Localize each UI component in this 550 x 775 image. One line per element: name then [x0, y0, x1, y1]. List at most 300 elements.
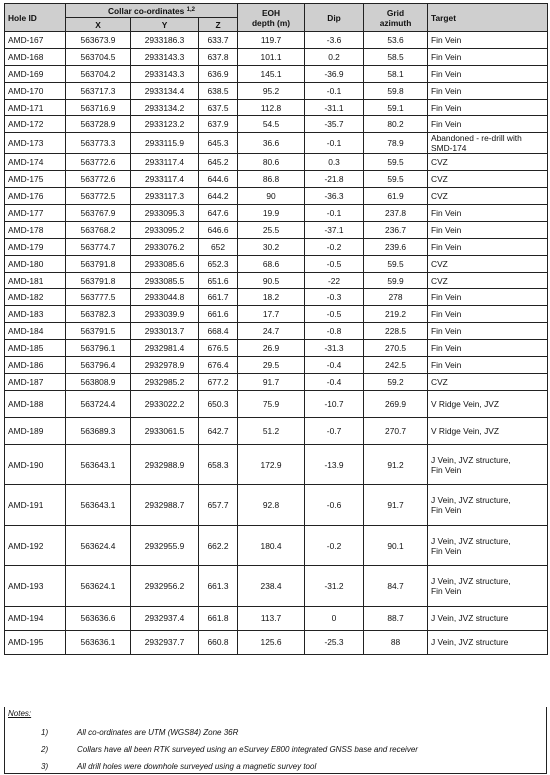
cell-y: 2932956.2 [131, 566, 199, 607]
cell-target-line: J Vein, JVZ structure, [431, 576, 511, 587]
note-text: All co-ordinates are UTM (WGS84) Zone 36R [77, 728, 239, 737]
cell-grid-azimuth: 228.5 [364, 323, 428, 340]
cell-target [428, 82, 548, 99]
cell-target [428, 485, 548, 526]
cell-eoh-depth: 92.8 [238, 485, 305, 526]
header-eoh-line1: EOH [261, 7, 281, 18]
cell-z: 642.7 [199, 417, 238, 444]
cell-z: 637.8 [199, 48, 238, 65]
cell-target [428, 417, 548, 444]
cell-grid-azimuth: 53.6 [364, 32, 428, 49]
cell-target-line: Fin Vein [431, 505, 462, 516]
cell-target [428, 289, 548, 306]
cell-x: 563717.3 [66, 82, 131, 99]
header-z: Z [199, 18, 238, 32]
cell-z: 661.8 [199, 606, 238, 630]
cell-target-line: Fin Vein [431, 343, 462, 354]
cell-x: 563768.2 [66, 221, 131, 238]
cell-target [428, 188, 548, 205]
cell-grid-azimuth: 59.5 [364, 255, 428, 272]
table-row [5, 116, 548, 133]
header-collar-coordinates [66, 4, 238, 18]
table-row [5, 485, 548, 526]
note-number: 2) [41, 745, 49, 754]
cell-hole-id: AMD-191 [5, 485, 66, 526]
cell-hole-id: AMD-175 [5, 171, 66, 188]
cell-eoh-depth: 17.7 [238, 306, 305, 323]
cell-dip: -0.6 [305, 485, 364, 526]
table-row [5, 373, 548, 390]
table-row [5, 390, 548, 417]
cell-z: 677.2 [199, 373, 238, 390]
header-hole-id: Hole ID [5, 4, 66, 32]
cell-x: 563791.5 [66, 323, 131, 340]
cell-eoh-depth: 30.2 [238, 238, 305, 255]
cell-eoh-depth: 24.7 [238, 323, 305, 340]
cell-target [428, 373, 548, 390]
cell-target [428, 444, 548, 485]
cell-y: 2933134.4 [131, 82, 199, 99]
cell-x: 563767.9 [66, 205, 131, 222]
cell-eoh-depth: 101.1 [238, 48, 305, 65]
cell-target [428, 99, 548, 116]
cell-target-line: Fin Vein [431, 207, 462, 218]
cell-x: 563772.6 [66, 154, 131, 171]
cell-y: 2933143.3 [131, 48, 199, 65]
cell-x: 563772.6 [66, 171, 131, 188]
cell-grid-azimuth: 237.8 [364, 205, 428, 222]
cell-x: 563624.4 [66, 525, 131, 566]
cell-dip: -0.3 [305, 289, 364, 306]
cell-dip: -25.3 [305, 630, 364, 654]
cell-eoh-depth: 95.2 [238, 82, 305, 99]
cell-eoh-depth: 180.4 [238, 525, 305, 566]
cell-x: 563774.7 [66, 238, 131, 255]
cell-hole-id: AMD-171 [5, 99, 66, 116]
cell-dip: -37.1 [305, 221, 364, 238]
cell-y: 2932988.9 [131, 444, 199, 485]
cell-target-line: CVZ [431, 258, 448, 269]
cell-target [428, 221, 548, 238]
cell-x: 563716.9 [66, 99, 131, 116]
cell-hole-id: AMD-167 [5, 32, 66, 49]
cell-hole-id: AMD-179 [5, 238, 66, 255]
cell-dip: -0.1 [305, 82, 364, 99]
cell-eoh-depth: 86.8 [238, 171, 305, 188]
cell-eoh-depth: 145.1 [238, 65, 305, 82]
cell-x: 563704.5 [66, 48, 131, 65]
notes-section [4, 707, 547, 774]
cell-x: 563777.5 [66, 289, 131, 306]
cell-target [428, 630, 548, 654]
cell-x: 563624.1 [66, 566, 131, 607]
cell-z: 646.6 [199, 221, 238, 238]
cell-y: 2933085.5 [131, 272, 199, 289]
cell-target [428, 48, 548, 65]
cell-hole-id: AMD-182 [5, 289, 66, 306]
table-row [5, 357, 548, 374]
cell-target-line: Fin Vein [431, 85, 462, 96]
cell-y: 2932937.4 [131, 606, 199, 630]
cell-z: 661.3 [199, 566, 238, 607]
cell-dip: -35.7 [305, 116, 364, 133]
cell-y: 2933117.4 [131, 154, 199, 171]
cell-x: 563643.1 [66, 444, 131, 485]
cell-target [428, 205, 548, 222]
cell-y: 2933022.2 [131, 390, 199, 417]
cell-hole-id: AMD-176 [5, 188, 66, 205]
cell-eoh-depth: 51.2 [238, 417, 305, 444]
cell-y: 2932937.7 [131, 630, 199, 654]
cell-target [428, 32, 548, 49]
cell-target [428, 606, 548, 630]
cell-grid-azimuth: 84.7 [364, 566, 428, 607]
cell-z: 658.3 [199, 444, 238, 485]
cell-eoh-depth: 29.5 [238, 357, 305, 374]
cell-dip: -31.1 [305, 99, 364, 116]
cell-target-line: SMD-174 [431, 143, 467, 154]
cell-target [428, 65, 548, 82]
cell-hole-id: AMD-187 [5, 373, 66, 390]
note-text: Collars have all been RTK surveyed using an eSurvey E800 integrated GNSS base and receiver [77, 745, 418, 754]
table-body [5, 32, 548, 655]
cell-target-line: J Vein, JVZ structure [431, 613, 509, 624]
cell-target [428, 525, 548, 566]
cell-y: 2933085.6 [131, 255, 199, 272]
cell-x: 563636.1 [66, 630, 131, 654]
cell-hole-id: AMD-172 [5, 116, 66, 133]
cell-dip: -0.4 [305, 357, 364, 374]
cell-target-line: Fin Vein [431, 34, 462, 45]
cell-x: 563782.3 [66, 306, 131, 323]
cell-target-line: CVZ [431, 376, 448, 387]
cell-eoh-depth: 125.6 [238, 630, 305, 654]
cell-target-line: Fin Vein [431, 224, 462, 235]
cell-y: 2932985.2 [131, 373, 199, 390]
table-row [5, 606, 548, 630]
cell-eoh-depth: 238.4 [238, 566, 305, 607]
cell-target [428, 272, 548, 289]
cell-z: 661.6 [199, 306, 238, 323]
table-row [5, 272, 548, 289]
cell-target [428, 116, 548, 133]
cell-z: 633.7 [199, 32, 238, 49]
cell-x: 563704.2 [66, 65, 131, 82]
table-row [5, 306, 548, 323]
cell-z: 661.7 [199, 289, 238, 306]
cell-hole-id: AMD-195 [5, 630, 66, 654]
cell-x: 563673.9 [66, 32, 131, 49]
cell-dip: -0.1 [305, 133, 364, 154]
cell-y: 2933076.2 [131, 238, 199, 255]
cell-target-line: Fin Vein [431, 68, 462, 79]
cell-target [428, 390, 548, 417]
cell-hole-id: AMD-170 [5, 82, 66, 99]
note-number: 1) [41, 728, 49, 737]
cell-x: 563796.4 [66, 357, 131, 374]
header-eoh-line2: depth (m) [251, 17, 291, 28]
cell-hole-id: AMD-192 [5, 525, 66, 566]
cell-target-line: Abandoned - re-drill with [431, 133, 522, 144]
cell-target [428, 255, 548, 272]
cell-target [428, 154, 548, 171]
cell-target [428, 340, 548, 357]
cell-target-line: Fin Vein [431, 51, 462, 62]
table-row [5, 154, 548, 171]
header-collar-superscript: 1,2 [186, 6, 195, 13]
cell-target-line: Fin Vein [431, 309, 462, 320]
cell-dip: -31.2 [305, 566, 364, 607]
cell-y: 2932988.7 [131, 485, 199, 526]
cell-grid-azimuth: 219.2 [364, 306, 428, 323]
cell-hole-id: AMD-177 [5, 205, 66, 222]
cell-target-line: Fin Vein [431, 102, 462, 113]
cell-target-line: J Vein, JVZ structure [431, 637, 509, 648]
note-text: All drill holes were downhole surveyed using a magnetic survey tool [77, 762, 317, 771]
cell-y: 2933123.2 [131, 116, 199, 133]
cell-target-line: J Vein, JVZ structure, [431, 495, 511, 506]
cell-dip: -31.3 [305, 340, 364, 357]
cell-dip: -13.9 [305, 444, 364, 485]
cell-grid-azimuth: 58.1 [364, 65, 428, 82]
cell-hole-id: AMD-181 [5, 272, 66, 289]
cell-dip: -0.5 [305, 255, 364, 272]
drill-collar-table-document [4, 3, 547, 655]
cell-eoh-depth: 25.5 [238, 221, 305, 238]
cell-eoh-depth: 68.6 [238, 255, 305, 272]
cell-grid-azimuth: 59.2 [364, 373, 428, 390]
cell-grid-azimuth: 91.7 [364, 485, 428, 526]
cell-y: 2933044.8 [131, 289, 199, 306]
cell-target-line: V Ridge Vein, JVZ [431, 425, 499, 436]
cell-eoh-depth: 19.9 [238, 205, 305, 222]
cell-grid-azimuth: 269.9 [364, 390, 428, 417]
table-header [5, 4, 548, 32]
cell-z: 647.6 [199, 205, 238, 222]
cell-eoh-depth: 18.2 [238, 289, 305, 306]
header-target: Target [428, 4, 548, 32]
cell-x: 563689.3 [66, 417, 131, 444]
cell-target-line: J Vein, JVZ structure, [431, 454, 511, 465]
cell-target [428, 171, 548, 188]
cell-hole-id: AMD-190 [5, 444, 66, 485]
cell-hole-id: AMD-180 [5, 255, 66, 272]
table-row [5, 238, 548, 255]
cell-grid-azimuth: 88.7 [364, 606, 428, 630]
header-eoh-depth [238, 4, 305, 32]
cell-hole-id: AMD-184 [5, 323, 66, 340]
cell-grid-azimuth: 59.9 [364, 272, 428, 289]
cell-grid-azimuth: 270.7 [364, 417, 428, 444]
cell-eoh-depth: 36.6 [238, 133, 305, 154]
cell-dip: -0.7 [305, 417, 364, 444]
cell-dip: -0.2 [305, 525, 364, 566]
cell-z: 650.3 [199, 390, 238, 417]
cell-x: 563773.3 [66, 133, 131, 154]
cell-x: 563728.9 [66, 116, 131, 133]
cell-eoh-depth: 91.7 [238, 373, 305, 390]
cell-z: 668.4 [199, 323, 238, 340]
cell-y: 2933095.3 [131, 205, 199, 222]
cell-z: 657.7 [199, 485, 238, 526]
cell-z: 645.3 [199, 133, 238, 154]
cell-z: 652 [199, 238, 238, 255]
cell-target-line: Fin Vein [431, 241, 462, 252]
header-x: X [66, 18, 131, 32]
table-row [5, 417, 548, 444]
cell-z: 660.8 [199, 630, 238, 654]
cell-hole-id: AMD-193 [5, 566, 66, 607]
header-y: Y [131, 18, 199, 32]
cell-y: 2933134.2 [131, 99, 199, 116]
cell-dip: 0 [305, 606, 364, 630]
cell-grid-azimuth: 59.1 [364, 99, 428, 116]
cell-z: 662.2 [199, 525, 238, 566]
cell-eoh-depth: 119.7 [238, 32, 305, 49]
cell-hole-id: AMD-183 [5, 306, 66, 323]
cell-target-line: Fin Vein [431, 586, 462, 597]
cell-y: 2933039.9 [131, 306, 199, 323]
cell-x: 563724.4 [66, 390, 131, 417]
cell-grid-azimuth: 242.5 [364, 357, 428, 374]
cell-z: 645.2 [199, 154, 238, 171]
cell-z: 636.9 [199, 65, 238, 82]
cell-target-line: Fin Vein [431, 359, 462, 370]
cell-x: 563643.1 [66, 485, 131, 526]
cell-z: 644.2 [199, 188, 238, 205]
header-grid-line1: Grid [386, 7, 405, 18]
table-row [5, 566, 548, 607]
cell-y: 2933115.9 [131, 133, 199, 154]
cell-hole-id: AMD-178 [5, 221, 66, 238]
cell-target [428, 357, 548, 374]
cell-dip: -10.7 [305, 390, 364, 417]
table-row [5, 255, 548, 272]
table-row [5, 133, 548, 154]
cell-eoh-depth: 113.7 [238, 606, 305, 630]
cell-z: 644.6 [199, 171, 238, 188]
cell-z: 638.5 [199, 82, 238, 99]
cell-eoh-depth: 90.5 [238, 272, 305, 289]
cell-hole-id: AMD-185 [5, 340, 66, 357]
cell-hole-id: AMD-186 [5, 357, 66, 374]
cell-target-line: Fin Vein [431, 326, 462, 337]
cell-grid-azimuth: 59.5 [364, 154, 428, 171]
cell-x: 563791.8 [66, 272, 131, 289]
cell-dip: -3.6 [305, 32, 364, 49]
cell-x: 563772.5 [66, 188, 131, 205]
cell-target-line: CVZ [431, 191, 448, 202]
cell-target-line: Fin Vein [431, 545, 462, 556]
cell-y: 2932981.4 [131, 340, 199, 357]
cell-hole-id: AMD-168 [5, 48, 66, 65]
note-number: 3) [41, 762, 49, 771]
cell-grid-azimuth: 239.6 [364, 238, 428, 255]
cell-target-line: J Vein, JVZ structure, [431, 535, 511, 546]
cell-target [428, 306, 548, 323]
table-row [5, 171, 548, 188]
cell-target-line: CVZ [431, 275, 448, 286]
header-grid-azimuth [364, 4, 428, 32]
table-row [5, 630, 548, 654]
cell-dip: -22 [305, 272, 364, 289]
cell-grid-azimuth: 91.2 [364, 444, 428, 485]
header-grid-line2: azimuth [379, 17, 412, 28]
cell-dip: -0.1 [305, 205, 364, 222]
cell-dip: 0.2 [305, 48, 364, 65]
cell-y: 2933117.3 [131, 188, 199, 205]
cell-grid-azimuth: 61.9 [364, 188, 428, 205]
drill-hole-table [4, 3, 548, 655]
notes-title: Notes: [8, 709, 32, 718]
cell-y: 2933061.5 [131, 417, 199, 444]
cell-y: 2932978.9 [131, 357, 199, 374]
cell-grid-azimuth: 278 [364, 289, 428, 306]
table-row [5, 99, 548, 116]
table-row [5, 82, 548, 99]
cell-dip: -0.5 [305, 306, 364, 323]
table-row [5, 188, 548, 205]
cell-grid-azimuth: 90.1 [364, 525, 428, 566]
cell-eoh-depth: 75.9 [238, 390, 305, 417]
cell-z: 676.5 [199, 340, 238, 357]
cell-dip: -0.4 [305, 373, 364, 390]
cell-eoh-depth: 80.6 [238, 154, 305, 171]
cell-y: 2933143.3 [131, 65, 199, 82]
header-collar-label: Collar co-ordinates [108, 5, 185, 16]
cell-grid-azimuth: 236.7 [364, 221, 428, 238]
cell-grid-azimuth: 59.5 [364, 171, 428, 188]
cell-dip: -36.3 [305, 188, 364, 205]
cell-target-line: Fin Vein [431, 292, 462, 303]
cell-x: 563636.6 [66, 606, 131, 630]
cell-target-line: CVZ [431, 174, 448, 185]
cell-y: 2933186.3 [131, 32, 199, 49]
cell-eoh-depth: 54.5 [238, 116, 305, 133]
cell-hole-id: AMD-169 [5, 65, 66, 82]
cell-x: 563796.1 [66, 340, 131, 357]
cell-dip: -21.8 [305, 171, 364, 188]
table-row [5, 65, 548, 82]
table-row [5, 221, 548, 238]
table-row [5, 340, 548, 357]
cell-dip: -0.2 [305, 238, 364, 255]
cell-hole-id: AMD-194 [5, 606, 66, 630]
cell-dip: 0.3 [305, 154, 364, 171]
cell-eoh-depth: 90 [238, 188, 305, 205]
cell-target [428, 566, 548, 607]
cell-y: 2933095.2 [131, 221, 199, 238]
cell-eoh-depth: 26.9 [238, 340, 305, 357]
table-row [5, 525, 548, 566]
table-row [5, 205, 548, 222]
cell-target-line: Fin Vein [431, 119, 462, 130]
cell-grid-azimuth: 270.5 [364, 340, 428, 357]
cell-grid-azimuth: 78.9 [364, 133, 428, 154]
cell-z: 637.5 [199, 99, 238, 116]
cell-target-line: CVZ [431, 157, 448, 168]
cell-z: 652.3 [199, 255, 238, 272]
table-row [5, 444, 548, 485]
cell-target [428, 238, 548, 255]
cell-hole-id: AMD-173 [5, 133, 66, 154]
cell-z: 637.9 [199, 116, 238, 133]
cell-dip: -0.8 [305, 323, 364, 340]
cell-grid-azimuth: 59.8 [364, 82, 428, 99]
cell-z: 676.4 [199, 357, 238, 374]
cell-grid-azimuth: 80.2 [364, 116, 428, 133]
table-row [5, 48, 548, 65]
